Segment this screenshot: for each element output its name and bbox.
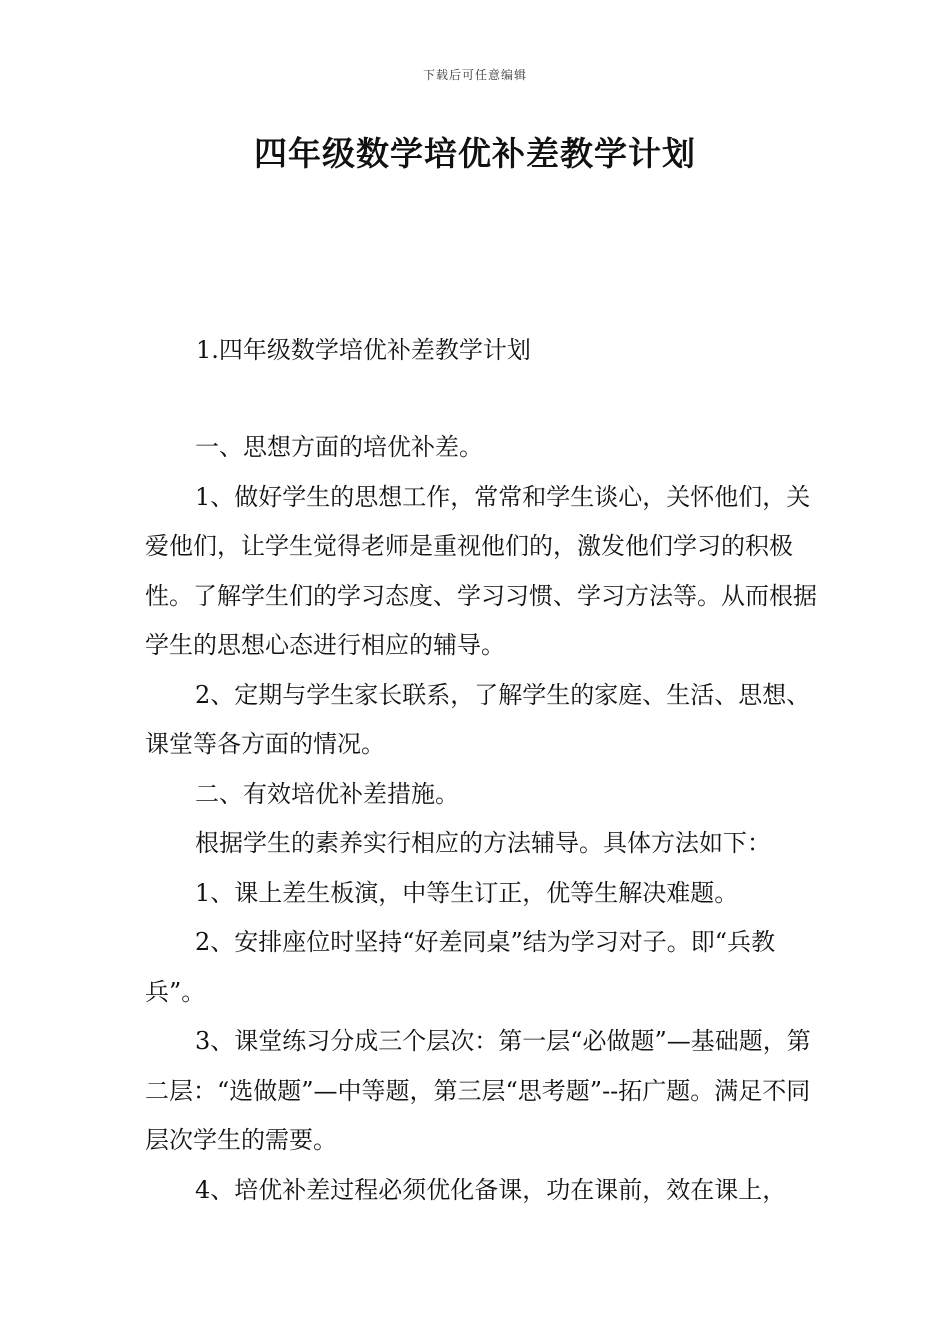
paragraph: 2、定期与学生家长联系，了解学生的家庭、生活、思想、课堂等各方面的情况。 [145,680,811,758]
document-body [145,423,825,1215]
header-note: 下载后可任意编辑 [422,68,527,82]
paragraph-heading-2: 二、有效培优补差措施。 [195,779,459,808]
document-title: 四年级数学培优补差教学计划 [254,134,696,173]
paragraph: 3、课堂练习分成三个层次：第一层“必做题”—基础题，第二层：“选做题”—中等题，第三层“思考题”--拓广题。满足不同层次学生的需要。 [145,1027,811,1154]
paragraph: 1、做好学生的思想工作，常常和学生谈心，关怀他们，关爱他们，让学生觉得老师是重视他们的，激发他们学习的积极性。了解学生们的学习态度、学习习惯、学习方法等。从而根据学生的思想心态进行相应的辅导。 [145,482,817,659]
paragraph: 1、课上差生板演，中等生订正，优等生解决难题。 [195,878,739,907]
paragraph: 2、安排座位时坚持“好差同桌”结为学习对子。即“兵教兵”。 [145,928,776,1006]
paragraph-heading-1: 一、思想方面的培优补差。 [195,433,483,461]
section-subtitle: 1.四年级数学培优补差教学计划 [196,336,531,364]
paragraph: 根据学生的素养实行相应的方法辅导。具体方法如下： [195,829,771,857]
paragraph: 4、培优补差过程必须优化备课，功在课前，效在课上， [195,1175,787,1204]
